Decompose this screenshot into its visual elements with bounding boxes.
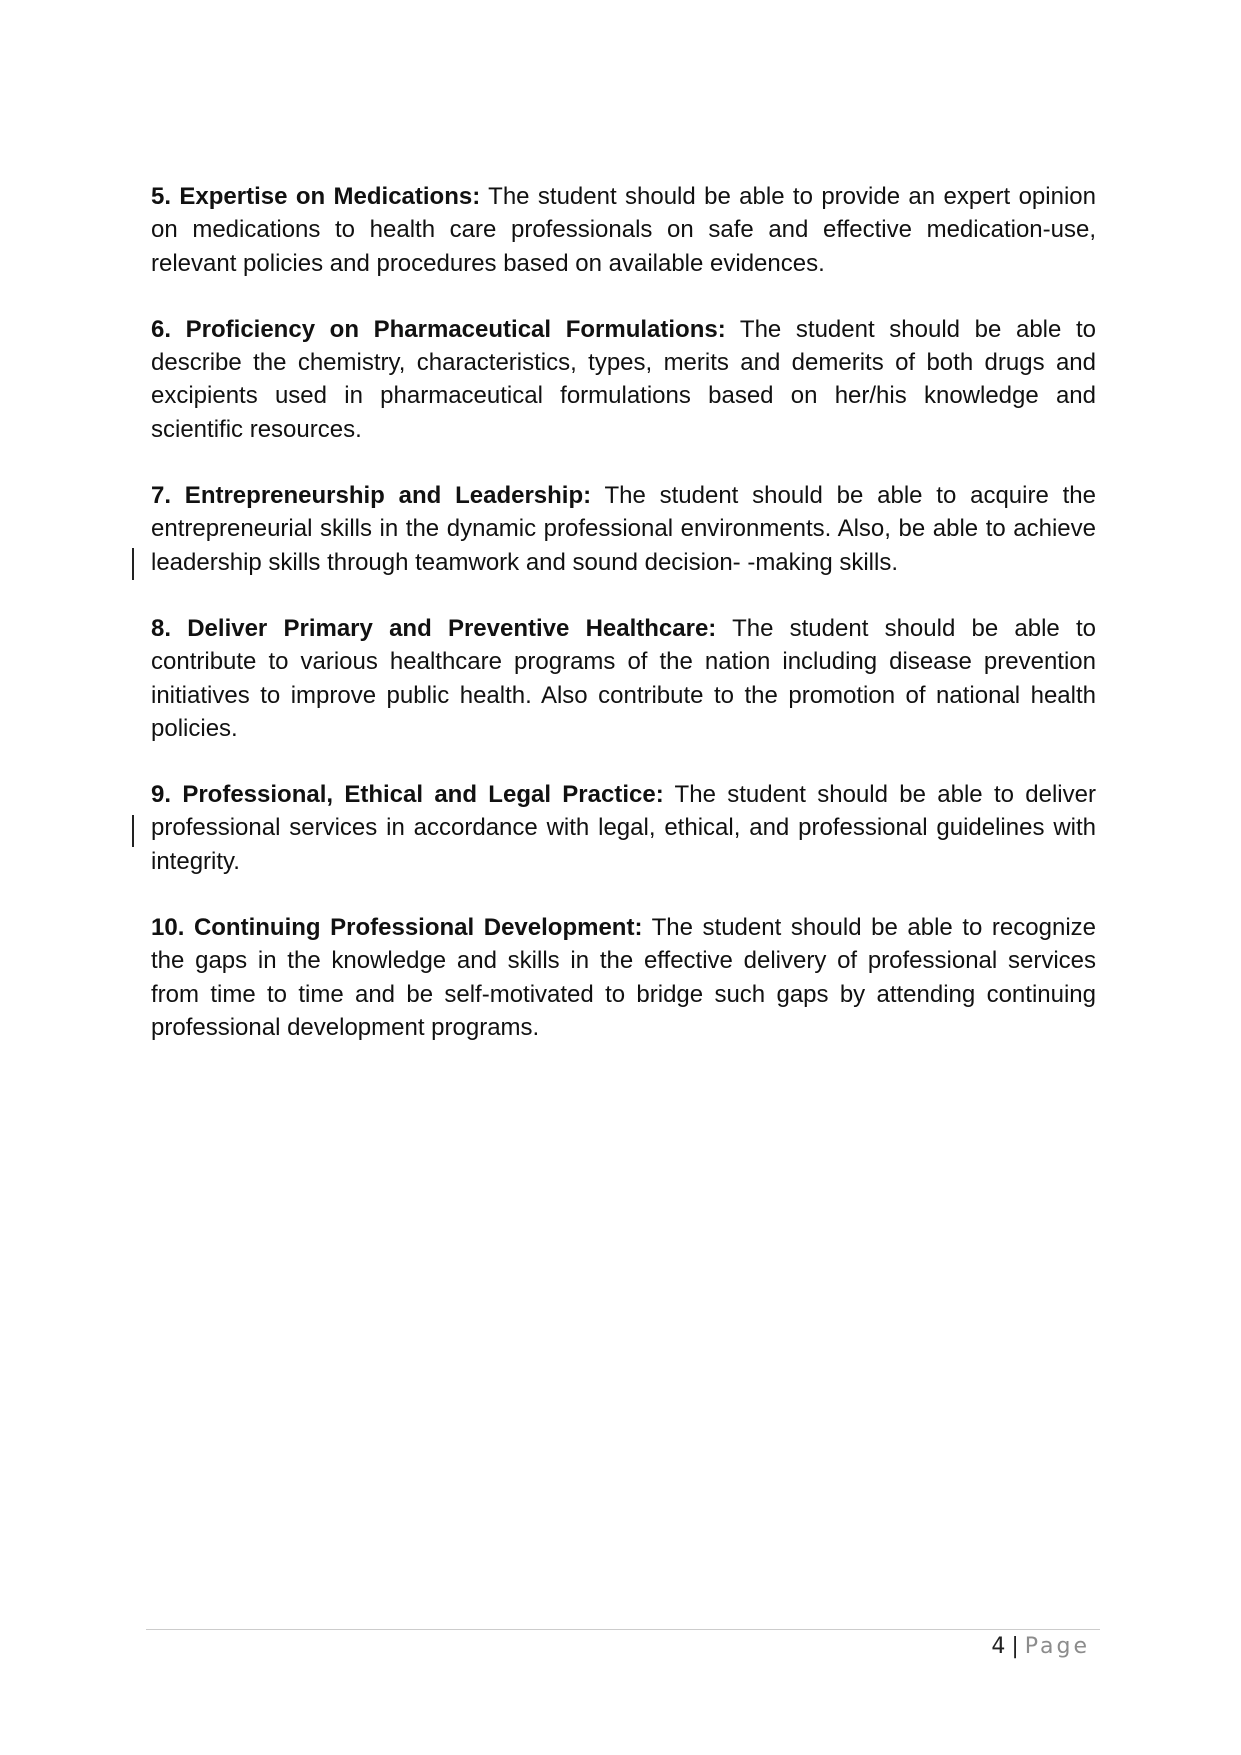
outcome-text: The student should be able to deliver professional services in accordance with legal, ethical, and professional guidelines with integrity. <box>151 781 1096 875</box>
outcome-text: The student should be able to recognize the gaps in the knowledge and skills in the effective delivery of professional services from time to time and be self-motivated to bridge such gaps by attending continuing professional development programs. <box>151 914 1096 1041</box>
outcome-heading: 5. Expertise on Medications: <box>151 183 481 210</box>
outcome-heading: 9. Professional, Ethical and Legal Practice: <box>151 781 664 809</box>
outcome-heading: 6. Proficiency on Pharmaceutical Formulations: <box>151 315 726 343</box>
page-label: Page <box>1024 1634 1090 1659</box>
document-body <box>151 180 1096 1077</box>
footer-divider <box>146 1629 1100 1630</box>
outcome-item-9 <box>151 778 1096 878</box>
outcome-heading: 8. Deliver Primary and Preventive Healthcare: <box>151 614 717 642</box>
outcome-item-10 <box>151 911 1096 1044</box>
page-number: 4 <box>991 1634 1006 1659</box>
change-bar-marker <box>132 548 134 580</box>
outcome-text: The student should be able to acquire the entrepreneurial skills in the dynamic professional environments. Also, be able to achieve leadership skills through teamwork and sound decision- -making skills. <box>151 482 1096 576</box>
outcome-text: The student should be able to contribute to various healthcare programs of the nation including disease prevention initiatives to improve public health. Also contribute to the promotion of national health policies. <box>151 614 1097 742</box>
page-footer <box>991 1632 1090 1662</box>
outcome-text: The student should be able to describe the chemistry, characteristics, types, merits and demerits of both drugs and excipients used in pharmaceutical formulations based on her/his knowledge and scientific resources. <box>151 315 1096 443</box>
outcome-item-8 <box>151 612 1096 745</box>
outcome-item-7 <box>151 479 1096 579</box>
outcome-item-5 <box>151 180 1096 280</box>
outcome-heading: 10. Continuing Professional Development: <box>151 914 643 942</box>
outcome-text: The student should be able to provide an expert opinion on medications to health care professionals on safe and effective medication-use, relevant policies and procedures based on available evidences. <box>151 183 1096 277</box>
outcome-heading: 7. Entrepreneurship and Leadership: <box>151 482 592 510</box>
change-bar-marker <box>132 815 134 847</box>
outcome-item-6 <box>151 313 1096 446</box>
footer-separator: | <box>1011 1634 1019 1659</box>
